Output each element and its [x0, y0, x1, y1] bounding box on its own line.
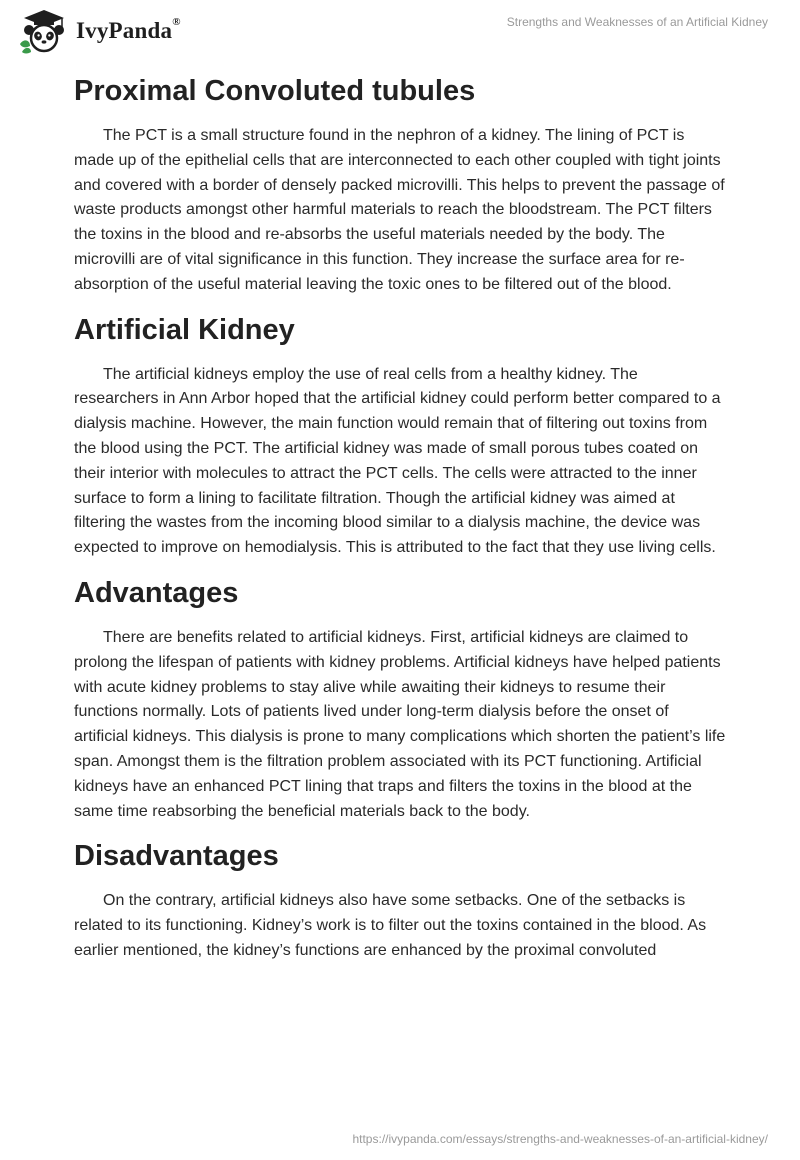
section-heading: Artificial Kidney	[74, 313, 295, 346]
source-url[interactable]: https://ivypanda.com/essays/strengths-and-weaknesses-of-an-artificial-kidney/	[352, 1132, 768, 1146]
panda-graduate-logo-icon	[16, 8, 72, 54]
section-artificial-kidney	[74, 309, 726, 561]
section-paragraph: On the contrary, artificial kidneys also have some setbacks. One of the setbacks is related to its functioning. Kidney’s work is to filter out the toxins contained in the blood. As earlier mentioned, the kidney’s functions are enhanced by the proximal convoluted	[74, 892, 707, 959]
article-body	[74, 70, 726, 975]
section-pct	[74, 70, 726, 298]
section-heading: Advantages	[74, 576, 239, 609]
section-paragraph: The artificial kidneys employ the use of real cells from a healthy kidney. The researchers in Ann Arbor hoped that the artificial kidney could perform better compared to a dialysis machine. However, the main function would remain that of filtering out toxins from the blood using the PCT. The artificial kidney was made of small porous tubes coated on their interior with molecules to attract the PCT cells. The cells were attracted to the inner surface to form a lining to facilitate filtration. Though the artificial kidney was aimed at filtering the wastes from the incoming blood similar to a dialysis machine, the device was expected to improve on hemodialysis. This is attributed to the fact that they use living cells.	[74, 365, 721, 557]
section-advantages	[74, 572, 726, 824]
page-header	[0, 0, 800, 62]
section-heading: Disadvantages	[74, 840, 279, 873]
section-disadvantages	[74, 835, 726, 963]
brand-name: IvyPanda®	[76, 16, 181, 43]
brand-logo[interactable]	[16, 8, 181, 54]
document-title: Strengths and Weaknesses of an Artificial Kidney	[506, 15, 768, 29]
section-paragraph: The PCT is a small structure found in the nephron of a kidney. The lining of PCT is made up of the epithelial cells that are interconnected to each other coupled with tight joints and covered with a border of densely packed microvilli. This helps to prevent the passage of waste products amongst other harmful materials to reach the bloodstream. The PCT filters the toxins in the blood and re-absorbs the useful materials needed by the body. The microvilli are of vital significance in this function. They increase the surface area for re-absorption of the useful material leaving the toxic ones to be filtered out of the blood.	[74, 127, 725, 293]
section-heading: Proximal Convoluted tubules	[74, 75, 476, 107]
section-paragraph: There are benefits related to artificial kidneys. First, artificial kidneys are claimed to prolong the lifespan of patients with kidney problems. Artificial kidneys have helped patients with acute kidney problems to stay alive while awaiting their kidneys to resume their functions normally. Lots of patients lived under long-term dialysis before the onset of artificial kidneys. This dialysis is prone to many complications which shorten the patient’s life span. Amongst them is the filtration problem associated with its PCT functioning. Artificial kidneys have an enhanced PCT lining that traps and filters the toxins in the blood at the same time reabsorbing the beneficial materials back to the body.	[74, 628, 726, 820]
